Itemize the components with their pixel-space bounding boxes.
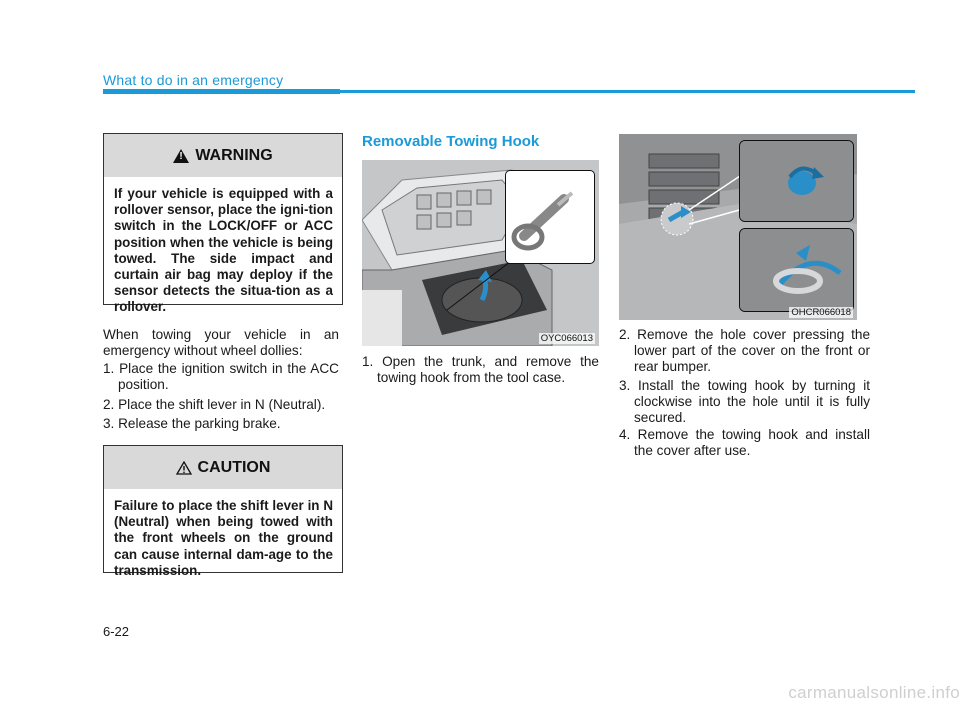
towing-hook-heading: Removable Towing Hook bbox=[362, 133, 540, 150]
towing-intro: When towing your vehicle in an emergency without wheel dollies: bbox=[103, 327, 339, 359]
left-step-3: 3. Release the parking brake. bbox=[103, 416, 281, 431]
warning-text: If your vehicle is equipped with a rollover sensor, place the igni-tion switch in the LOCK/OFF or ACC position when the vehicle is being towed. The side impact and curtain air bag may deploy if the sensor detects the situa-tion as a rollover. bbox=[114, 186, 333, 315]
middle-step-1: 1. Open the trunk, and remove the towing hook from the tool case. bbox=[362, 354, 599, 386]
right-step-4: 4. Remove the towing hook and install the cover after use. bbox=[619, 427, 870, 459]
trunk-figure bbox=[362, 160, 599, 346]
bumper-figure bbox=[619, 134, 857, 320]
towing-hook-icon bbox=[506, 171, 594, 263]
bumper-figure-code: OHCR066018 bbox=[791, 307, 851, 318]
section-title: What to do in an emergency bbox=[103, 72, 284, 88]
cover-callout bbox=[739, 140, 854, 222]
header-rule-accent bbox=[103, 89, 340, 94]
hook-callout bbox=[505, 170, 595, 264]
right-step-2: 2. Remove the hole cover pressing the lower part of the cover on the front or rear bumper. bbox=[619, 327, 870, 375]
cover-removal-icon bbox=[740, 141, 853, 221]
trunk-figure-code: OYC066013 bbox=[540, 333, 593, 344]
hook-install-callout bbox=[739, 228, 854, 312]
caution-header bbox=[104, 446, 342, 489]
warning-title: WARNING bbox=[195, 146, 273, 164]
warning-box bbox=[103, 133, 343, 315]
right-step-3: 3. Install the towing hook by turning it clockwise into the hole until it is fully secured. bbox=[619, 378, 870, 426]
caution-title: CAUTION bbox=[197, 458, 271, 476]
left-step-1: 1. Place the ignition switch in the ACC position. bbox=[103, 361, 339, 393]
hook-install-icon bbox=[740, 229, 853, 311]
header-rule bbox=[103, 90, 915, 93]
left-step-2: 2. Place the shift lever in N (Neutral). bbox=[103, 397, 326, 412]
caution-box bbox=[103, 445, 343, 578]
watermark: carmanualsonline.info bbox=[788, 683, 960, 702]
warning-header bbox=[104, 134, 342, 177]
page-number: 6-22 bbox=[103, 624, 130, 639]
caution-triangle-icon bbox=[176, 461, 192, 475]
caution-text: Failure to place the shift lever in N (Neutral) when being towed with the front wheels on the ground can cause internal dam-age to the transmission. bbox=[114, 498, 333, 578]
warning-triangle-icon bbox=[173, 149, 189, 163]
